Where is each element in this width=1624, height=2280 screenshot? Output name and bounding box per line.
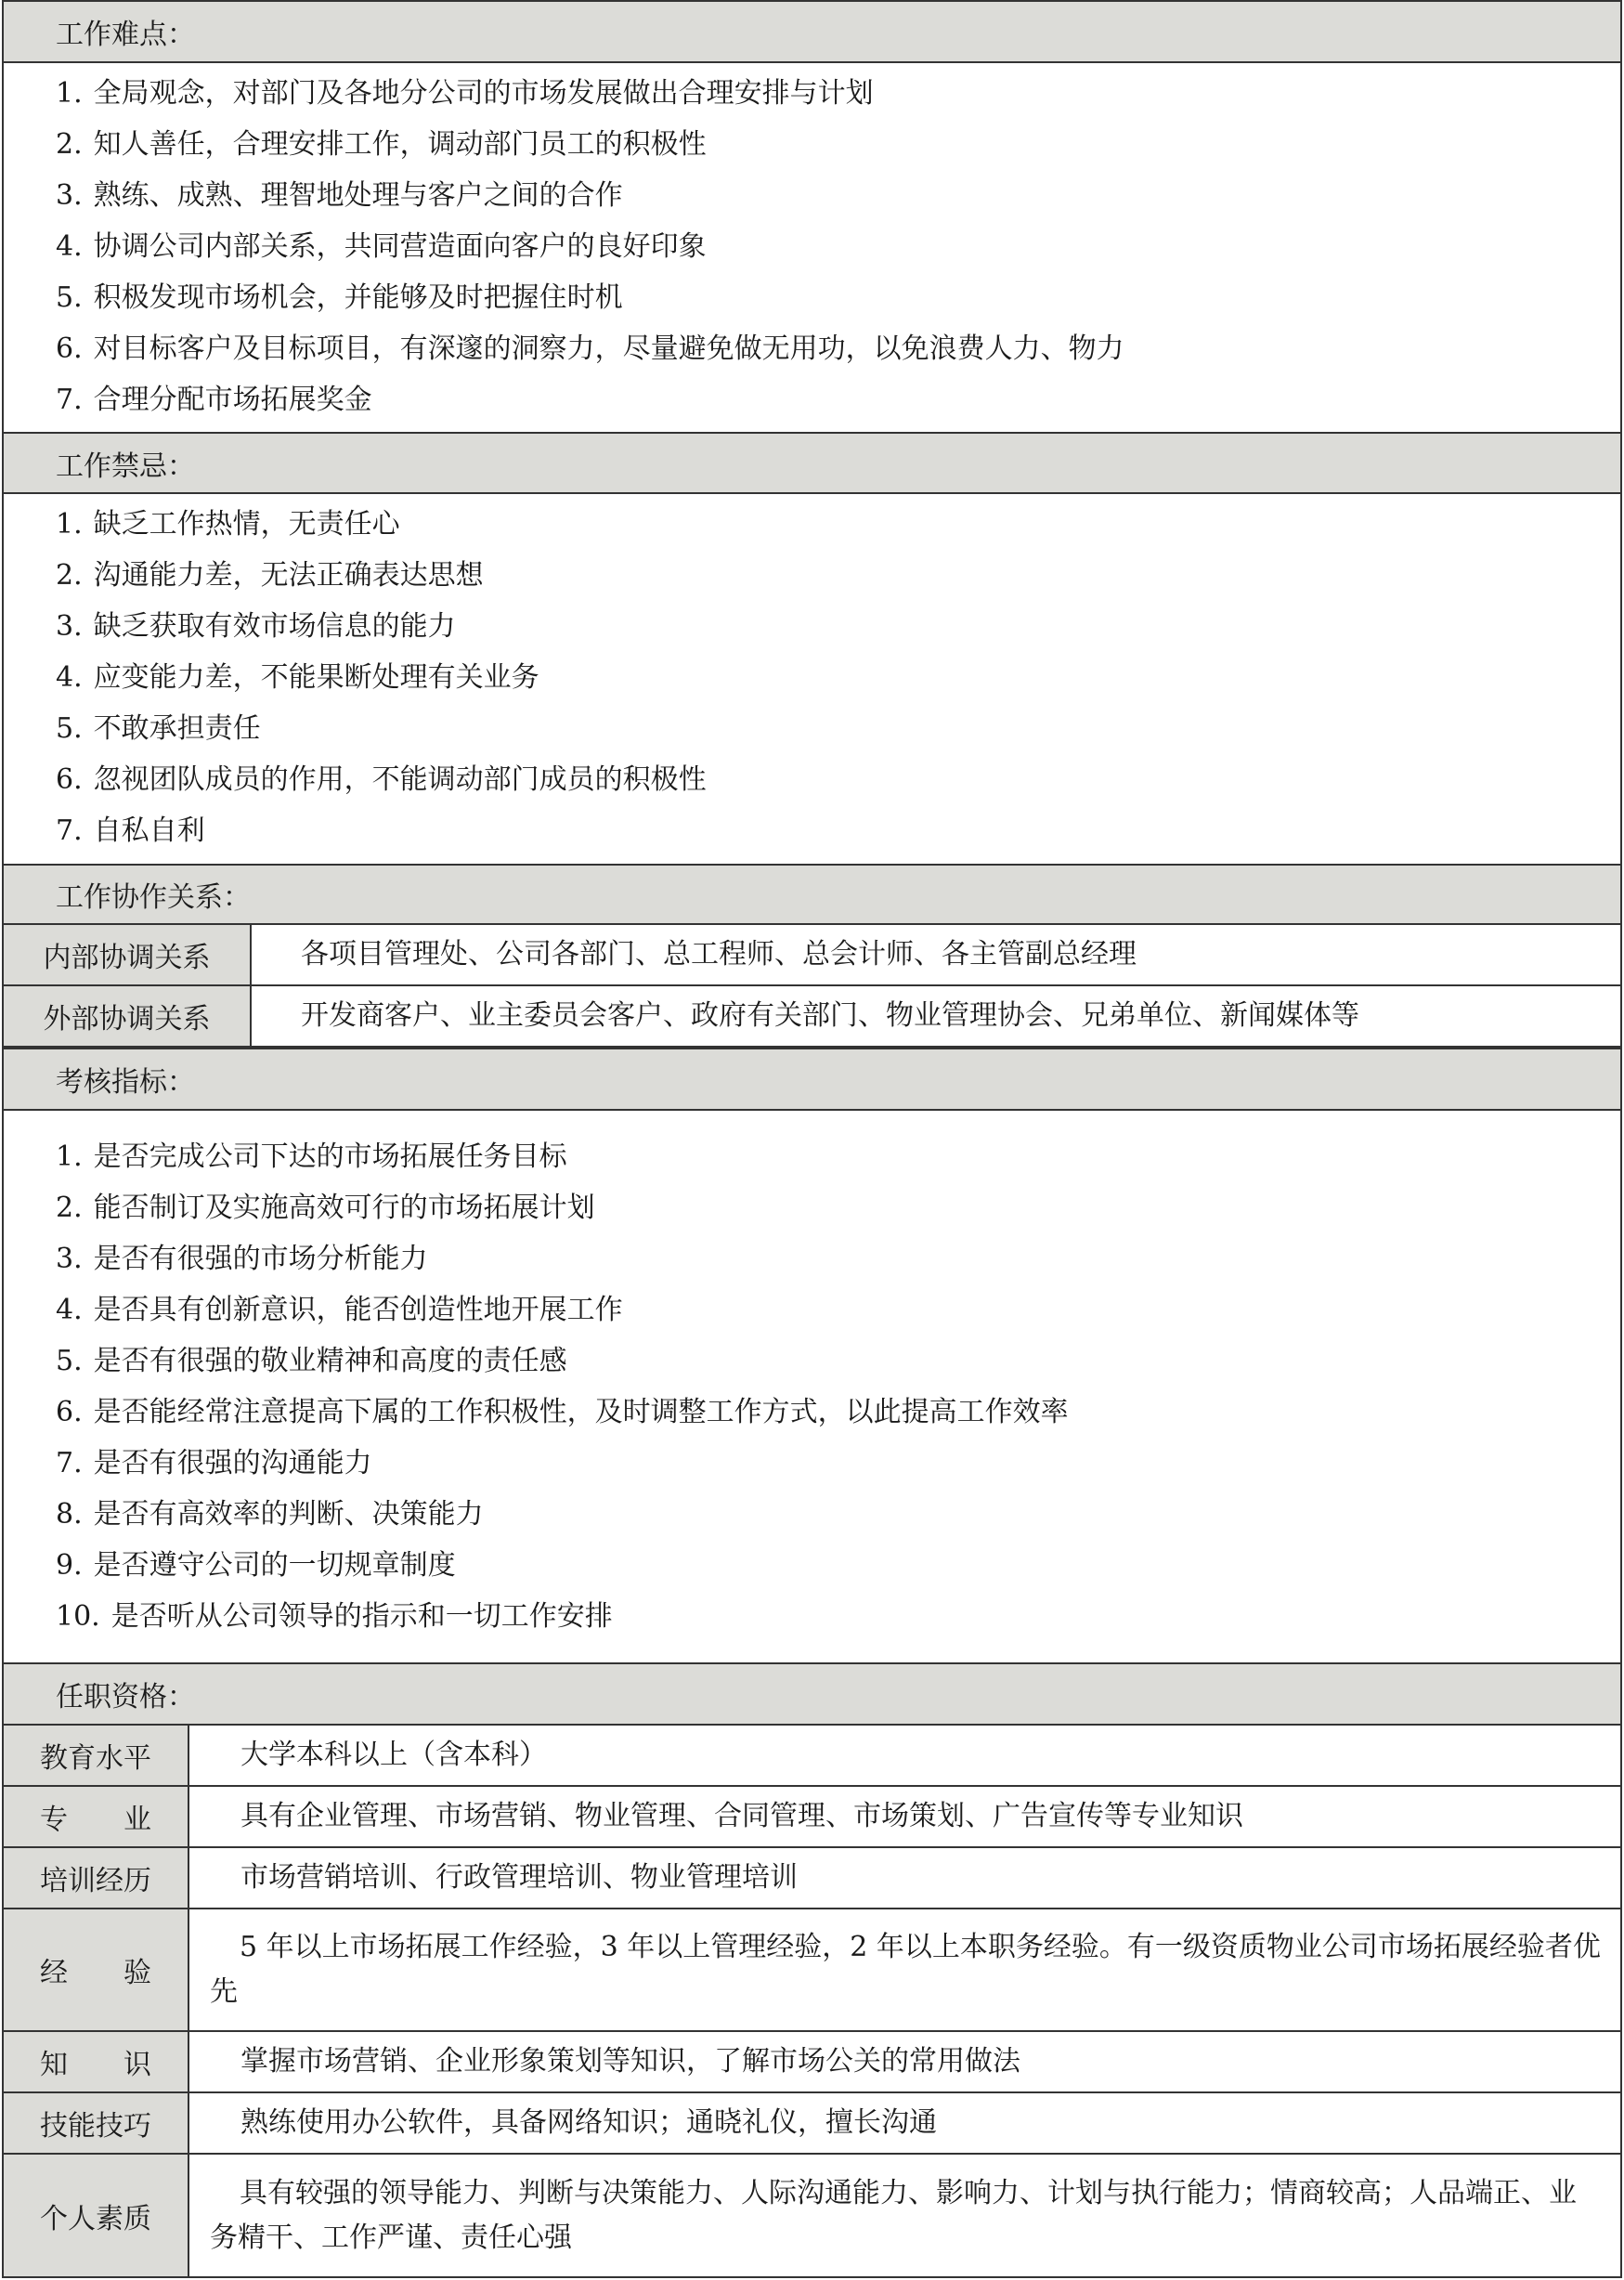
list-item	[56, 1496, 484, 1533]
list-item-number: 1.	[56, 77, 83, 110]
list-item	[56, 1598, 613, 1635]
cooperation-row	[2, 986, 1622, 1048]
qualification-value: 熟练使用办公软件，具备网络知识；通晓礼仪，擅长沟通	[240, 2106, 937, 2139]
section-header-kpi	[2, 1048, 1622, 1111]
cooperation-row	[2, 925, 1622, 986]
list-item-text: 全局观念，对部门及各地分公司的市场发展做出合理安排与计划	[93, 77, 874, 110]
list-item-number: 4.	[56, 661, 83, 694]
list-item-text: 沟通能力差，无法正确表达思想	[93, 559, 484, 592]
list-item	[56, 813, 205, 850]
list-item-text: 能否制订及实施高效可行的市场拓展计划	[93, 1192, 595, 1224]
list-item	[56, 75, 874, 112]
list-item	[56, 1241, 428, 1278]
qualification-row	[2, 2032, 1622, 2093]
section-header-difficulties	[2, 0, 1622, 63]
list-item	[56, 659, 539, 697]
list-item-text: 是否遵守公司的一切规章制度	[93, 1549, 456, 1582]
list-item	[56, 608, 456, 645]
list-item-number: 5.	[56, 1345, 83, 1377]
qualification-label: 知 识	[4, 2032, 189, 2091]
list-item-text: 是否具有创新意识，能否创造性地开展工作	[93, 1294, 623, 1326]
qualification-label: 培训经历	[4, 1848, 189, 1908]
qualification-row	[2, 1787, 1622, 1848]
taboos-title: 工作禁忌：	[56, 449, 195, 483]
cooperation-value: 各项目管理处、公司各部门、总工程师、总会计师、各主管副总经理	[301, 938, 1137, 971]
list-item-text: 是否有很强的沟通能力	[93, 1447, 372, 1479]
list-item-text: 是否有很强的敬业精神和高度的责任感	[93, 1345, 567, 1377]
list-item-number: 10.	[56, 1600, 100, 1633]
list-item-text: 缺乏获取有效市场信息的能力	[93, 610, 456, 643]
list-item-number: 1.	[56, 508, 83, 541]
list-item-text: 是否听从公司领导的指示和一切工作安排	[110, 1600, 613, 1633]
qualification-row	[2, 1848, 1622, 1909]
list-item-number: 2.	[56, 1192, 83, 1224]
list-item	[56, 506, 400, 543]
list-item-text: 不敢承担责任	[93, 712, 261, 745]
qualification-row	[2, 2155, 1622, 2278]
taboos-list	[2, 494, 1622, 864]
list-item-number: 8.	[56, 1498, 83, 1531]
list-item	[56, 557, 484, 594]
list-item-number: 7.	[56, 1447, 83, 1479]
kpi-title: 考核指标：	[56, 1066, 195, 1099]
section-header-taboos	[2, 432, 1622, 494]
list-item	[56, 1547, 456, 1584]
kpi-list	[2, 1111, 1622, 1662]
qualification-row	[2, 1726, 1622, 1787]
cooperation-value: 开发商客户、业主委员会客户、政府有关部门、物业管理协会、兄弟单位、新闻媒体等	[301, 999, 1359, 1032]
qualification-value: 具有企业管理、市场营销、物业管理、合同管理、市场策划、广告宣传等专业知识	[240, 1800, 1243, 1832]
qualification-label: 专 业	[4, 1787, 189, 1846]
list-item	[56, 710, 261, 748]
list-item-text: 自私自利	[93, 814, 205, 847]
list-item-number: 6.	[56, 332, 83, 365]
qualification-row	[2, 1909, 1622, 2032]
list-item-number: 7.	[56, 814, 83, 847]
list-item-number: 6.	[56, 1396, 83, 1428]
list-item-text: 是否能经常注意提高下属的工作积极性，及时调整工作方式，以此提高工作效率	[93, 1396, 1069, 1428]
list-item-text: 积极发现市场机会，并能够及时把握住时机	[93, 281, 623, 314]
cooperation-label: 外部协调关系	[4, 986, 252, 1046]
list-item-text: 是否完成公司下达的市场拓展任务目标	[93, 1140, 567, 1173]
list-item	[56, 1292, 623, 1329]
list-item	[56, 177, 623, 215]
list-item	[56, 382, 372, 419]
list-item-number: 7.	[56, 384, 83, 416]
qualification-label: 技能技巧	[4, 2093, 189, 2153]
list-item	[56, 280, 623, 317]
qualification-row	[2, 2093, 1622, 2155]
list-item	[56, 126, 707, 163]
list-item-text: 合理分配市场拓展奖金	[93, 384, 372, 416]
list-item	[56, 1394, 1069, 1431]
qualification-value: 市场营销培训、行政管理培训、物业管理培训	[240, 1861, 798, 1894]
list-item-text: 熟练、成熟、理智地处理与客户之间的合作	[93, 179, 623, 212]
list-item	[56, 762, 707, 799]
list-item-text: 协调公司内部关系，共同营造面向客户的良好印象	[93, 230, 707, 263]
cooperation-title: 工作协作关系：	[56, 881, 251, 914]
list-item-number: 3.	[56, 610, 83, 643]
list-item-text: 缺乏工作热情，无责任心	[93, 508, 400, 541]
list-item-text: 是否有高效率的判断、决策能力	[93, 1498, 484, 1531]
list-item	[56, 1190, 595, 1227]
list-item-number: 6.	[56, 763, 83, 796]
qualifications-title: 任职资格：	[56, 1681, 195, 1713]
list-item-text: 是否有很强的市场分析能力	[93, 1243, 428, 1275]
list-item-number: 2.	[56, 559, 83, 592]
qualification-value: 5 年以上市场拓展工作经验，3 年以上管理经验，2 年以上本职务经验。有一级资质物业公司市场拓展经验者优先	[210, 1931, 1601, 2008]
list-item-text: 知人善任，合理安排工作，调动部门员工的积极性	[93, 128, 707, 161]
section-header-qualifications	[2, 1662, 1622, 1726]
list-item-number: 9.	[56, 1549, 83, 1582]
list-item	[56, 228, 707, 266]
cooperation-label: 内部协调关系	[4, 925, 252, 984]
qualification-label: 个人素质	[4, 2155, 189, 2276]
section-header-cooperation	[2, 864, 1622, 925]
list-item-number: 3.	[56, 179, 83, 212]
list-item-number: 1.	[56, 1140, 83, 1173]
difficulties-title: 工作难点：	[56, 19, 195, 51]
list-item	[56, 1343, 567, 1380]
list-item	[56, 1139, 567, 1176]
qualification-value: 大学本科以上（含本科）	[240, 1739, 547, 1771]
list-item-number: 4.	[56, 1294, 83, 1326]
list-item-number: 5.	[56, 281, 83, 314]
qualification-label: 经 验	[4, 1909, 189, 2030]
qualification-value: 具有较强的领导能力、判断与决策能力、人际沟通能力、影响力、计划与执行能力；情商较高；人品端正、业务精干、工作严谨、责任心强	[210, 2176, 1577, 2254]
list-item-number: 3.	[56, 1243, 83, 1275]
difficulties-list	[2, 63, 1622, 432]
list-item-number: 5.	[56, 712, 83, 745]
qualification-value: 掌握市场营销、企业形象策划等知识，了解市场公关的常用做法	[240, 2045, 1020, 2078]
list-item-text: 对目标客户及目标项目，有深邃的洞察力，尽量避免做无用功，以免浪费人力、物力	[93, 332, 1124, 365]
list-item-number: 2.	[56, 128, 83, 161]
qualification-label: 教育水平	[4, 1726, 189, 1785]
list-item-text: 忽视团队成员的作用，不能调动部门成员的积极性	[93, 763, 707, 796]
list-item	[56, 331, 1124, 368]
list-item	[56, 1445, 372, 1482]
list-item-number: 4.	[56, 230, 83, 263]
list-item-text: 应变能力差，不能果断处理有关业务	[93, 661, 539, 694]
